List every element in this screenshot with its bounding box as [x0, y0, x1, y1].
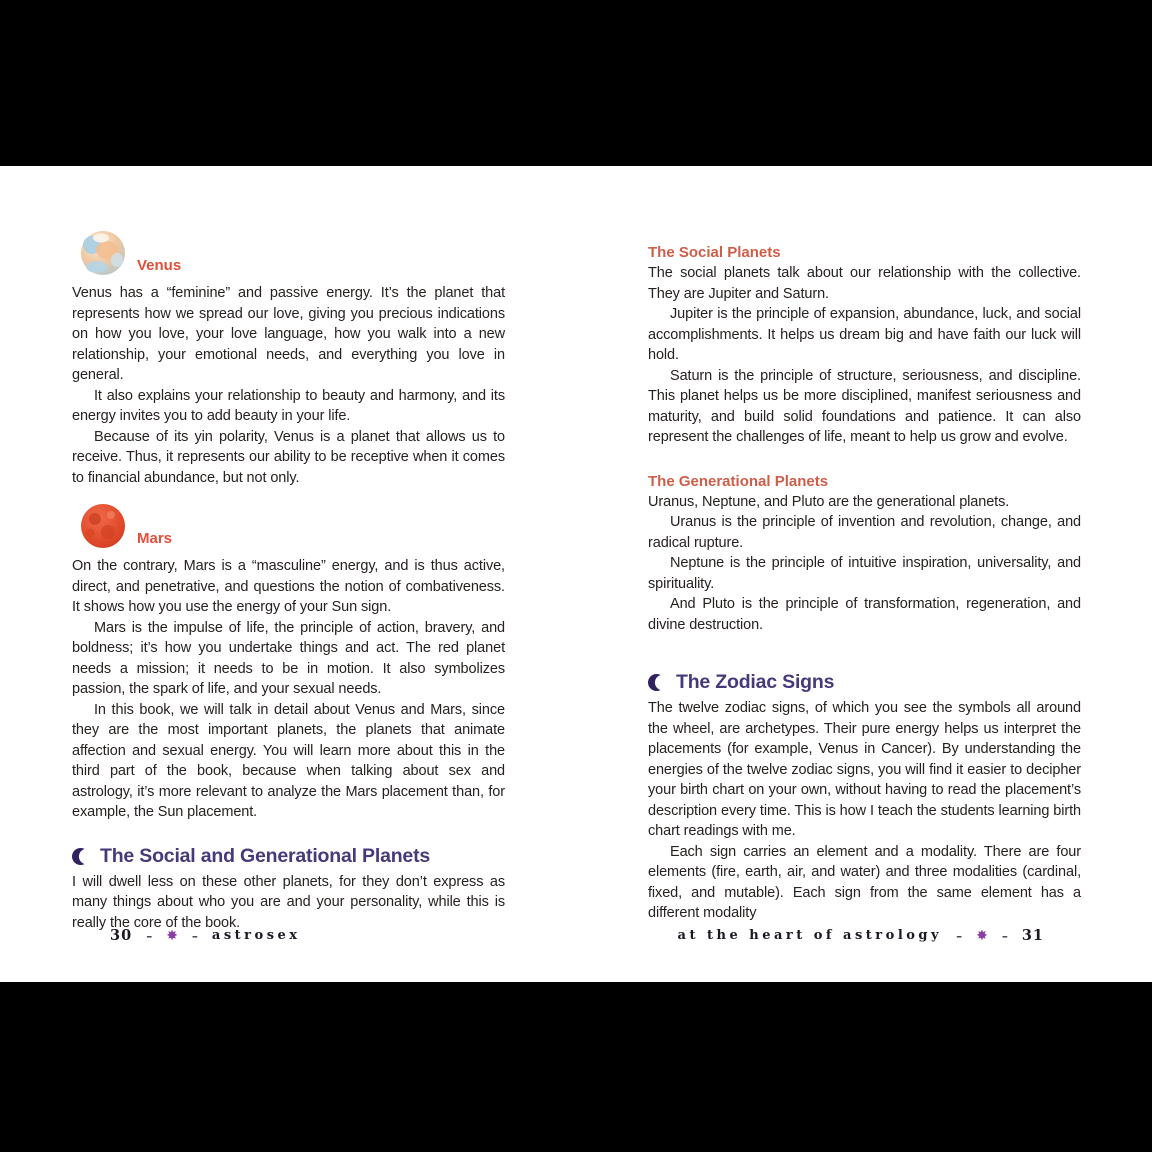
body-paragraph: Because of its yin polarity, Venus is a planet that allows us to receive. Thus, it represents our ability to be receptive when it comes to financial abundance, but not only. — [72, 428, 505, 486]
body-paragraph: On the contrary, Mars is a “masculine” energy, and is thus active, direct, and penetrative, and questions the notion of combativeness. It shows how you use the energy of your Sun sign. — [72, 558, 505, 615]
body-paragraph: The social planets talk about our relationship with the collective. They are Jupiter and Saturn. — [648, 265, 1081, 302]
right-page-footer — [678, 927, 1044, 944]
book-title: astrosex — [211, 928, 301, 943]
body-paragraph: Uranus is the principle of invention and revolution, change, and radical rupture. — [648, 514, 1081, 551]
mars-planet-icon — [80, 503, 126, 549]
footer-dash: – — [191, 928, 198, 943]
star-icon: ✸ — [166, 927, 178, 944]
body-paragraph: The twelve zodiac signs, of which you see the symbols all around the wheel, are archetypes. Their pure energy helps us interpret the placements (for example, Venus in Cancer). By understanding the energies of the twelve zodiac signs, you will find it easier to decipher your birth chart on your own, without having to read the placement’s description every time. This is how I teach the students learning birth chart readings with me. — [648, 700, 1081, 839]
venus-heading: Venus — [137, 257, 182, 274]
mars-section-header — [80, 501, 505, 549]
body-paragraph: It also explains your relationship to beauty and harmony, and its energy invites you to add beauty in your life. — [72, 387, 505, 424]
crescent-moon-icon — [72, 847, 91, 866]
page-number: 30 — [110, 927, 133, 944]
chapter-title: at the heart of astrology — [677, 928, 943, 943]
body-paragraph: Neptune is the principle of intuitive inspiration, universality, and spirituality. — [648, 555, 1081, 592]
body-paragraph: Uranus, Neptune, and Pluto are the generational planets. — [648, 493, 1010, 510]
top-black-band — [0, 0, 1152, 166]
social-generational-heading — [72, 845, 505, 868]
right-page-column — [648, 243, 1081, 924]
body-paragraph: Saturn is the principle of structure, seriousness, and discipline. This planet helps us be more disciplined, manifest seriousness and maturity, and build solid foundations and patience. It can also represent the challenges of life, meant to help us grow and evolve. — [648, 367, 1081, 445]
body-paragraph: In this book, we will talk in detail about Venus and Mars, since they are the most important planets, the planets that animate affection and sexual energy. You will learn more about this in the third part of the book, because when talking about sex and astrology, it’s more relevant to analyze the Mars placement than, for example, the Sun placement. — [72, 701, 505, 820]
body-paragraph: Each sign carries an element and a modality. There are four elements (fire, earth, air, and water) and three modalities (cardinal, fixed, and mutable). Each sign from the same element has a different modality — [648, 843, 1081, 921]
body-paragraph: And Pluto is the principle of transformation, regeneration, and divine destruction. — [648, 596, 1081, 633]
section-title: The Social and Generational Planets — [100, 844, 431, 867]
bottom-black-band — [0, 982, 1152, 1152]
footer-dash: – — [146, 928, 153, 943]
body-paragraph: Jupiter is the principle of expansion, abundance, luck, and social accomplishments. It helps us dream big and have faith our luck will hold. — [648, 306, 1081, 363]
venus-section-header — [80, 228, 505, 276]
venus-planet-icon — [80, 230, 126, 276]
body-paragraph: Venus has a “feminine” and passive energy. It’s the planet that represents how we spread our love, giving you precious indications on how you love, your love language, how you walk into a new relationship, your emotional needs, and everything you love in general. — [72, 285, 505, 383]
left-page-footer — [110, 927, 301, 944]
body-paragraph: Mars is the impulse of life, the principle of action, bravery, and boldness; it’s how you undertake things and act. The red planet needs a mission; it needs to be in motion. It also symbolizes passion, the spark of life, and your sexual needs. — [72, 619, 505, 697]
page-number: 31 — [1021, 927, 1044, 944]
footer-dash: – — [1001, 928, 1008, 943]
left-page-column — [72, 228, 505, 933]
zodiac-signs-heading — [648, 671, 1081, 694]
crescent-moon-icon — [648, 673, 667, 692]
section-title: The Zodiac Signs — [676, 671, 835, 693]
body-paragraph: I will dwell less on these other planets, for they don’t express as many things about who you are and your personality, while this is really the core of the book. — [72, 873, 505, 931]
generational-planets-subheading: The Generational Planets — [648, 472, 829, 490]
social-planets-subheading: The Social Planets — [648, 244, 781, 261]
star-icon: ✸ — [976, 927, 988, 944]
mars-heading: Mars — [137, 530, 173, 547]
footer-dash: – — [956, 928, 963, 943]
